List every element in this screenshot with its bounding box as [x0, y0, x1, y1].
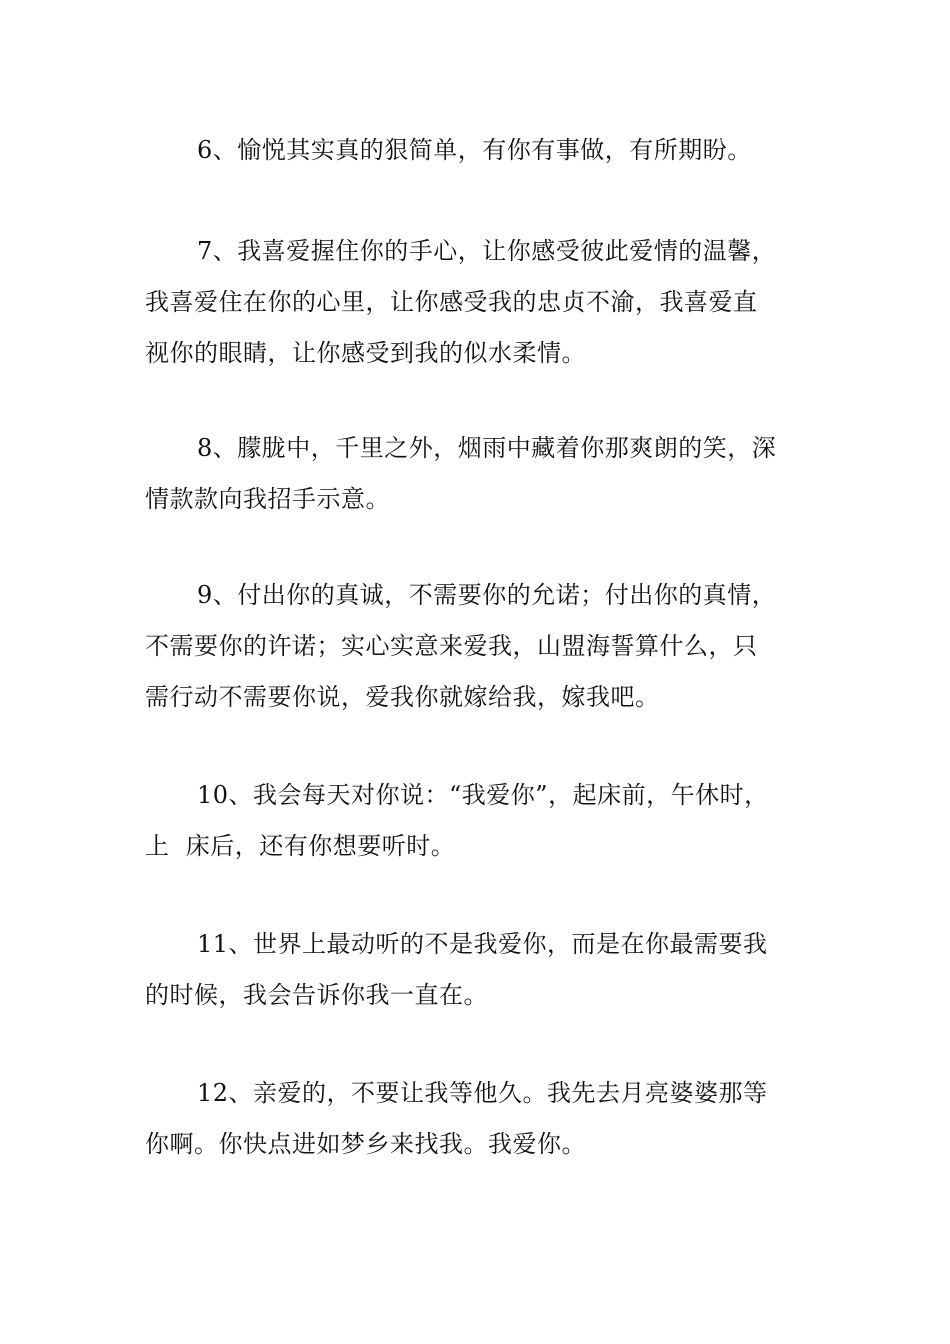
paragraph-10	[145, 770, 825, 872]
paragraph-line: 9、付出你的真诚，不需要你的允诺；付出你的真情，	[197, 581, 777, 609]
paragraph-line: 我喜爱住在你的心里，让你感受我的忠贞不渝，我喜爱直	[145, 288, 758, 316]
paragraph-line: 的时候，我会告诉你我一直在。	[145, 981, 488, 1009]
paragraph-line: 10、我会每天对你说：“我爱你”，起床前，午休时，	[197, 781, 769, 809]
paragraph-8	[145, 423, 825, 525]
paragraph-line: 上 床后，还有你想要听时。	[145, 832, 456, 860]
paragraph-6	[145, 125, 825, 176]
paragraph-7	[145, 226, 825, 379]
paragraph-9	[145, 570, 825, 723]
paragraph-line: 你啊。你快点进如梦乡来找我。我爱你。	[145, 1130, 586, 1158]
paragraph-line: 6、愉悦其实真的狠简单，有你有事做，有所期盼。	[197, 136, 752, 164]
paragraph-line: 11、世界上最动听的不是我爱你，而是在你最需要我	[197, 930, 768, 958]
paragraph-11	[145, 919, 825, 1021]
paragraph-line: 需行动不需要你说，爱我你就嫁给我，嫁我吧。	[145, 683, 660, 711]
paragraph-line: 情款款向我招手示意。	[145, 485, 390, 513]
paragraph-line: 不需要你的许诺；实心实意来爱我，山盟海誓算什么，只	[145, 632, 758, 660]
paragraph-line: 12、亲爱的，不要让我等他久。我先去月亮婆婆那等	[197, 1079, 768, 1107]
paragraph-line: 视你的眼睛，让你感受到我的似水柔情。	[145, 339, 586, 367]
paragraph-12	[145, 1068, 825, 1170]
paragraph-line: 7、我喜爱握住你的手心，让你感受彼此爱情的温馨，	[197, 237, 777, 265]
paragraph-line: 8、朦胧中，千里之外，烟雨中藏着你那爽朗的笑，深	[197, 434, 777, 462]
